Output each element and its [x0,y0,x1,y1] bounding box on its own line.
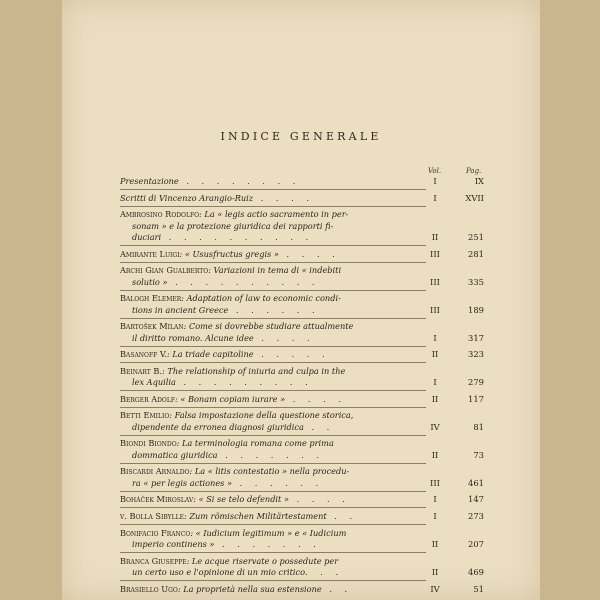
author-name: Bartošek Milan [120,321,184,332]
entry-divider [120,407,426,408]
book-page [62,0,540,600]
author-name: Balogh Elemer [120,293,182,304]
volume-number: IV [430,421,440,432]
leader-dots: . . . . [278,248,340,259]
entry-title: : La « legis actio sacramento in per- [199,209,349,220]
author-name: Basanoff V. [120,349,167,360]
entry-title: lex Aquilia [132,377,176,388]
volume-number: III [430,477,440,488]
page-number: 469 [468,567,484,577]
entry-title: Presentazione [120,176,179,186]
author-name: Betti Emilio [120,410,170,421]
volume-number: IV [430,583,440,594]
leader-dots: . . . . . [253,349,330,360]
toc-entry-line [120,249,340,260]
entry-divider [120,262,426,263]
entry-title: ra « per legis actiones » [132,477,232,488]
volume-number: I [433,377,437,388]
toc-entry-line [120,438,334,449]
entry-divider [120,245,426,246]
author-name: Berger Adolf [120,393,175,404]
toc-entry-line [132,221,333,232]
column-header-vol: Vol. [428,167,442,175]
toc-entry-line [120,410,353,421]
toc-entry-line [132,567,343,578]
volume-number: III [430,248,440,259]
toc-entry-line [132,333,315,344]
entry-title: solutio » [132,276,168,287]
page-number: 281 [468,248,484,259]
toc-entry-line [120,494,350,505]
leader-dots: . . . . . . . . [178,176,301,186]
page-number: 461 [468,477,484,488]
entry-divider [120,189,426,190]
entry-title: : The relationship of iniuria and culpa in the [162,365,346,376]
entry-title: duciari [132,232,162,242]
leader-dots: . . . . . . . . . . [167,276,320,287]
table-of-contents [62,0,540,600]
entry-title: : La proprietà nella sua estensione [177,583,322,594]
leader-dots: . . . . . . . . . . [161,232,314,242]
entry-divider [120,552,426,553]
page-number: 279 [468,377,484,388]
leader-dots: . . . . . . . [214,539,321,549]
toc-entry-line [132,450,324,461]
toc-entry-line [120,349,330,360]
toc-entry-line [120,394,346,405]
author-name: Bonifacio Franco [120,527,191,538]
page-number: 335 [468,276,484,287]
entry-title: : « Bonam copiam iurare » [175,393,286,404]
volume-number: I [433,511,437,521]
toc-entry-line [120,556,338,567]
toc-entry-line [132,422,334,433]
entry-title: : Falsa impostazione della questione storica, [169,410,354,421]
toc-entry-line [120,321,353,332]
entry-title: : « Iudicium legitimum » e « Iudicium [190,527,347,538]
page-number: 117 [468,393,484,404]
entry-divider [120,435,426,436]
page-number: IX [474,176,484,186]
author-name: Brasiello Ugo [120,583,178,594]
page-number: 189 [468,304,484,315]
volume-number: II [431,393,439,404]
entry-divider [120,580,426,581]
entry-title: un certo uso e l'opinione di un mio critico [132,567,306,577]
page-number: 147 [468,494,484,505]
volume-number: III [430,304,440,315]
volume-number: I [433,192,437,203]
volume-number: II [431,232,439,242]
toc-entry-line [120,528,346,539]
entry-divider [120,491,426,492]
page-number: 51 [473,583,484,594]
entry-divider [120,524,426,525]
page-title: INDICE GENERALE [220,130,382,143]
toc-entry-line [120,584,352,595]
volume-number: II [431,539,439,549]
author-name: v. Bolla Sibylle [120,511,184,521]
toc-entry-line [120,366,345,377]
toc-entry-line [132,539,321,550]
author-name: Archi Gian Gualberto [120,265,209,276]
toc-entry-line [120,511,357,522]
toc-entry-line [120,293,341,304]
author-name: Biondi Biondo [120,438,177,449]
leader-dots: . . [326,511,358,521]
page-number: 81 [473,421,484,432]
entry-title: : Variazioni in tema di « indebiti [208,265,342,276]
entry-title: dipendente da erronea diagnosi giuridica [132,421,304,432]
page-number: 251 [468,232,484,242]
entry-title: Scritti di Vincenzo Arangio-Ruiz [120,192,254,203]
page-number: 73 [473,449,484,460]
leader-dots: . . [303,421,335,432]
entry-title: dommatica giuridica [132,449,218,460]
entry-divider [120,346,426,347]
volume-number: I [433,494,437,505]
entry-title: : La « litis contestatio » nella procedu- [189,466,350,477]
leader-dots: . . . . . . [228,304,320,315]
entry-title: il diritto romano. Alcune idee [132,332,254,343]
toc-entry-line [120,193,314,204]
entry-title: : « Ususfructus gregis » [179,248,279,259]
entry-title: : Come si dovrebbe studiare attualmente [183,321,354,332]
toc-entry-line [132,478,323,489]
leader-dots: . . . . [253,192,314,203]
author-name: Amirante Luigi [120,248,180,259]
entry-divider [120,507,426,508]
author-name: Ambrosino Rodolfo [120,209,200,220]
volume-number: I [433,332,437,343]
entry-divider [120,362,426,363]
entry-title: : La triade capitoline [166,349,254,360]
leader-dots: . . . . [285,393,346,404]
volume-number: II [431,567,439,577]
entry-title: imperio continens » [132,539,215,549]
entry-title: : Zum römischen Militärtestament [183,511,327,521]
entry-divider [120,463,426,464]
toc-entry-line [120,466,349,477]
leader-dots: . . . . . . . . . [175,377,313,388]
volume-number: II [431,349,439,360]
toc-entry-line [120,209,348,220]
entry-title: sonam » e la protezione giuridica dei rapporti fi- [132,220,334,231]
page-number: 273 [468,511,484,521]
volume-number: III [430,276,440,287]
leader-dots: . . . . [288,494,350,505]
column-header-pag: Pag. [466,167,482,175]
toc-entry-line [132,232,313,243]
entry-title: : Adaptation of law to economic condi- [181,293,341,304]
entry-title: : « Si se telo defendit » [193,494,289,505]
entry-title: : Le acque riservate o possedute per [186,555,339,566]
page-number: 317 [468,332,484,343]
entry-divider [120,390,426,391]
author-name: Branca Giuseppe [120,555,187,566]
entry-title: tions in ancient Greece [132,304,229,315]
volume-number: I [433,176,437,186]
toc-entry-line [132,377,313,388]
page-number: 323 [468,349,484,360]
leader-dots: . . . [305,567,344,577]
leader-dots: . . . . . . . [217,449,324,460]
entry-divider [120,290,426,291]
author-name: Boháček Miroslav [120,494,194,505]
toc-entry-line [132,305,320,316]
toc-entry-line [120,265,341,276]
leader-dots: . . [321,583,353,594]
entry-divider [120,318,426,319]
toc-entry-line [120,176,300,187]
toc-entry-line [132,277,320,288]
page-number: XVII [465,192,484,203]
author-name: Biscardi Arnaldo [120,466,190,477]
leader-dots: . . . . . . [231,477,324,488]
leader-dots: . . . . [253,332,315,343]
volume-number: II [431,449,439,460]
entry-divider [120,206,426,207]
author-name: Beinart B. [120,365,162,376]
page-number: 207 [468,539,484,549]
entry-title: : La terminologia romana come prima [176,438,334,449]
